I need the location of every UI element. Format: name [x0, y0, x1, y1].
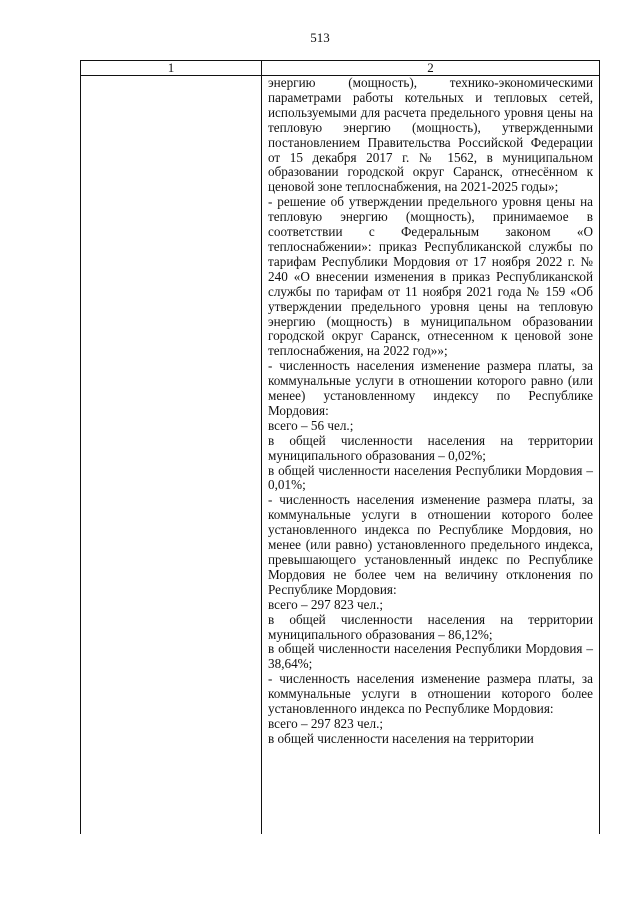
column-2-cell	[262, 76, 600, 835]
paragraph: в общей численности населения Республики Мордовия – 0,01%;	[268, 462, 593, 493]
paragraph: в общей численности населения на территории муниципального образования – 0,02%;	[268, 432, 593, 463]
paragraph: - численность населения изменение размера платы, за коммунальные услуги в отношении которого более установленного индекса по Республике Мордовия, но менее (или равно) установленного предельного индекса, превышающего установленный индекс по Республике Мордовия не более чем на величину отклонения по Республике Мордовия:	[268, 492, 593, 597]
paragraph: в общей численности населения на территории	[268, 730, 534, 746]
paragraph: - решение об утверждении предельного уровня цены на тепловую энергию (мощность), принимаемое в соответствии с Федеральным законом «О теплоснабжении»: приказ Республиканской службы по тарифам Республики Мордовия от 17 ноября 2022 г. № 240 «О внесении изменения в приказ Республиканской службы по тарифам от 11 ноября 2021 года № 159 «Об утверждении предельного уровня цены на тепловую энергию (мощность) в муниципальном образовании городской округ Саранск, отнесенном к ценовой зоне теплоснабжения, на 2022 год»»;	[268, 194, 593, 359]
paragraph: в общей численности населения Республики Мордовия – 38,64%;	[268, 641, 593, 672]
paragraph: всего – 297 823 чел.;	[268, 715, 384, 731]
paragraph: всего – 56 чел.;	[268, 417, 354, 433]
page-number: 513	[310, 30, 330, 45]
table-header-row	[81, 61, 600, 76]
paragraph: энергию (мощность), технико-экономическими параметрами работы котельных и тепловых сетей, используемыми для расчета предельного уровня цены на тепловую энергию (мощность), утвержденными постановлением Правительства Российской Федерации от 15 декабря 2017 г. № 1562, в муниципальном образовании городской округ Саранск, отнесённом к ценовой зоне теплоснабжения, на 2021-2025 годы»;	[268, 76, 593, 195]
paragraph: в общей численности населения на территории муниципального образования – 86,12%;	[268, 611, 593, 642]
document-table	[80, 60, 600, 834]
paragraph: всего – 297 823 чел.;	[268, 596, 384, 612]
column-2-text	[262, 76, 599, 834]
column-header-2: 2	[262, 61, 600, 76]
paragraph: - численность населения изменение размера платы, за коммунальные услуги в отношении которого более установленного индекса по Республике Мордовия:	[268, 671, 593, 717]
table-row	[81, 76, 600, 835]
column-header-1: 1	[81, 61, 262, 76]
paragraph: - численность населения изменение размера платы, за коммунальные услуги в отношении которого равно (или менее) установленному индексу по Республике Мордовия:	[268, 358, 593, 418]
column-1-cell	[81, 76, 262, 835]
